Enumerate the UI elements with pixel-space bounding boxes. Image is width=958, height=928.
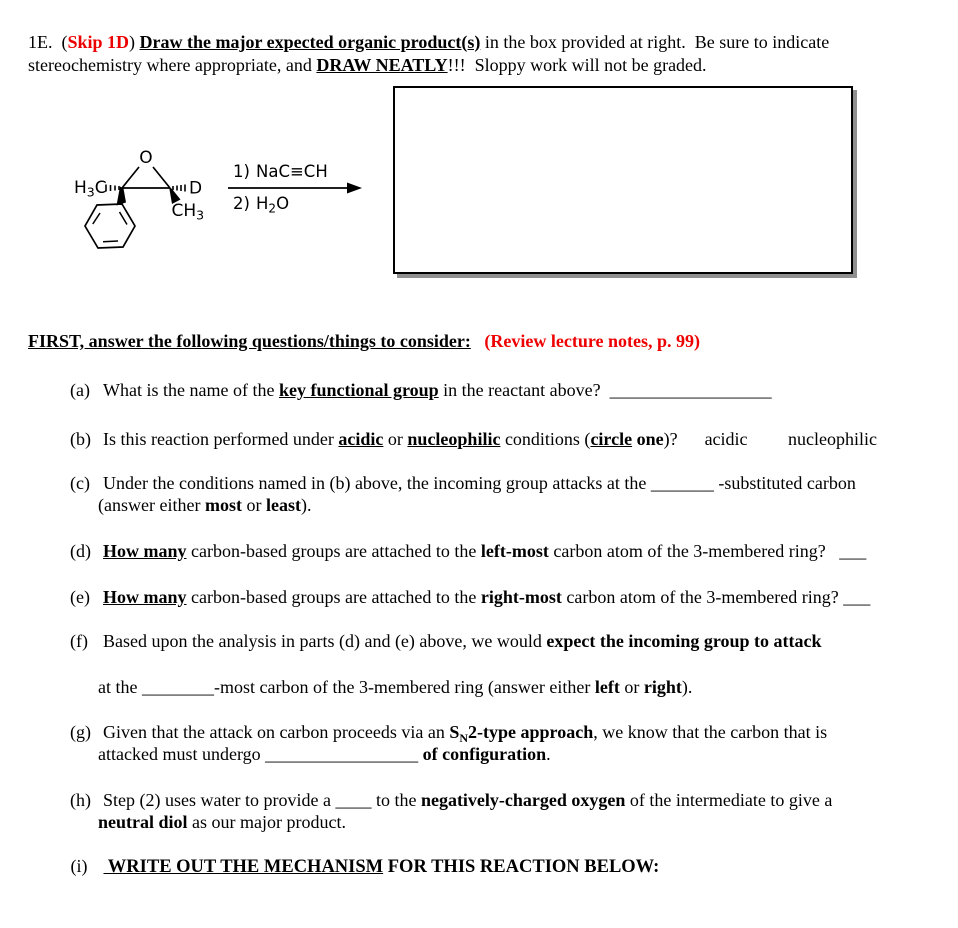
review-note: (Review lecture notes, p. 99): [484, 330, 701, 351]
question-f-left: left: [594, 676, 620, 697]
oxygen-label: O: [139, 148, 153, 168]
question-e-howmany: How many: [103, 586, 187, 607]
question-b-circle: circle: [590, 428, 633, 449]
question-d-leftmost: left-most: [480, 540, 549, 561]
methyl-label-left: $H_3C$: [74, 178, 107, 200]
methyl-label-right: $CH_3$: [171, 201, 205, 223]
reaction-scheme: [60, 140, 370, 270]
draw-instruction: Draw the major expected organic product(s): [139, 31, 481, 52]
question-d-howmany: How many: [103, 540, 187, 561]
header-text-rest: !!! Sloppy work will not be graded.: [447, 54, 707, 75]
question-e-text2: carbon atom of the 3-membered ring?: [561, 586, 844, 607]
question-g-label: (g): [70, 721, 91, 742]
question-c-text: Under the conditions named in (b) above, the incoming group attacks at the: [103, 472, 651, 493]
question-f-right: right: [643, 676, 682, 697]
question-f-label: (f): [70, 630, 88, 651]
question-g-text: Given that the attack on carbon proceeds via an: [103, 721, 450, 742]
question-c-text4: or: [241, 494, 266, 515]
question-g-configuration: of configuration: [422, 743, 547, 764]
option-nucleophilic[interactable]: nucleophilic: [788, 428, 878, 449]
question-g-text3: attacked must undergo: [98, 743, 266, 764]
step2-reagent: $H_2O$: [256, 194, 290, 216]
question-g-sn2-rest: 2-type approach: [468, 721, 594, 742]
question-b-text3: conditions (: [500, 428, 591, 449]
draw-neatly: DRAW NEATLY: [316, 54, 448, 75]
question-c-least: least: [265, 494, 301, 515]
question-h-oxygen: negatively-charged oxygen: [420, 789, 626, 810]
deuterium-label: D: [189, 178, 203, 199]
question-h-blank[interactable]: ____: [335, 789, 372, 810]
header-text: stereochemistry where appropriate, and: [28, 54, 317, 75]
question-a-keyterm: key functional group: [278, 379, 439, 400]
hash-wedge-left: [106, 185, 119, 192]
epoxide-ring-bonds: [122, 167, 170, 188]
question-c-most: most: [204, 494, 242, 515]
question-h-text2: to the: [371, 789, 421, 810]
question-d-label: (d): [70, 540, 91, 561]
reaction-arrow-head: [347, 183, 362, 194]
question-i-mechanism: WRITE OUT THE MECHANISM: [103, 857, 384, 878]
question-c-text3: (answer either: [98, 494, 205, 515]
question-i: [52, 835, 659, 900]
question-c-text2: -substituted carbon: [713, 472, 856, 493]
phenyl-double-bonds: [93, 212, 127, 242]
question-h-label: (h): [70, 789, 91, 810]
question-b-gap2: [748, 429, 789, 449]
question-g-sn2-subscript: N: [459, 730, 469, 745]
question-g-sn2-s: S: [449, 721, 460, 742]
question-b-one: one: [632, 428, 664, 449]
question-i-label: (i): [70, 856, 88, 877]
question-f-text2: at the: [98, 676, 142, 697]
question-e-rightmost: right-most: [480, 586, 562, 607]
question-g-text2: , we know that the carbon that is: [593, 721, 828, 742]
question-d-text2: carbon atom of the 3-membered ring?: [548, 540, 840, 561]
question-e-label: (e): [70, 586, 90, 607]
step1-reagent: NaC≡CH: [256, 162, 328, 181]
question-a-blank[interactable]: __________________: [609, 379, 772, 400]
question-b-text2: or: [383, 428, 408, 449]
question-c-blank[interactable]: _______: [650, 472, 714, 493]
question-b-text4: )?: [663, 428, 678, 449]
question-b-label: (b): [70, 428, 91, 449]
question-b-keyterm-nucleophilic: nucleophilic: [407, 428, 501, 449]
question-f-text3: -most carbon of the 3-membered ring (answer either: [213, 676, 595, 697]
intro-instruction: FIRST, answer the following questions/things to consider:: [28, 330, 471, 351]
question-g-blank[interactable]: _________________: [265, 743, 419, 764]
question-h-diol: neutral diol: [98, 811, 188, 832]
question-c-text5: ).: [300, 494, 312, 515]
question-a-text: What is the name of the: [103, 379, 279, 400]
question-c-label: (c): [70, 472, 90, 493]
intro-gap: [471, 331, 485, 351]
question-b-keyterm-acidic: acidic: [338, 428, 384, 449]
question-e-blank[interactable]: ___: [843, 586, 871, 607]
product-answer-box[interactable]: [393, 86, 853, 274]
step2-number: 2): [233, 194, 250, 213]
skip-note: Skip 1D: [67, 31, 130, 52]
question-f-expect: expect the incoming group to attack: [546, 630, 822, 651]
question-h-text: Step (2) uses water to provide a: [103, 789, 336, 810]
header-text: ): [129, 31, 140, 52]
question-d-text: carbon-based groups are attached to the: [186, 540, 481, 561]
question-h-text4: as our major product.: [187, 811, 346, 832]
header-text-rest: in the box provided at right. Be sure to indicate: [480, 31, 830, 52]
question-e-text: carbon-based groups are attached to the: [186, 586, 481, 607]
question-f-text: Based upon the analysis in parts (d) and (e) above, we would: [103, 630, 547, 651]
step1-number: 1): [233, 162, 250, 181]
question-d-blank[interactable]: ___: [839, 540, 867, 561]
question-a-label: (a): [70, 379, 90, 400]
question-a-text2: in the reactant above?: [438, 379, 610, 400]
question-i-text: FOR THIS REACTION BELOW:: [383, 857, 660, 878]
question-f-text5: ).: [681, 676, 693, 697]
question-g-text4: .: [546, 743, 551, 764]
option-acidic[interactable]: acidic: [704, 428, 748, 449]
question-f-blank[interactable]: ________: [141, 676, 214, 697]
question-number: 1E. (: [28, 31, 68, 52]
hash-wedge-right: [173, 185, 185, 192]
question-h-text3: of the intermediate to give a: [625, 789, 833, 810]
question-f-text4: or: [619, 676, 644, 697]
question-b-gap1: [678, 429, 705, 449]
bold-wedge-phenyl: [117, 187, 127, 206]
question-b-text: Is this reaction performed under: [103, 428, 339, 449]
